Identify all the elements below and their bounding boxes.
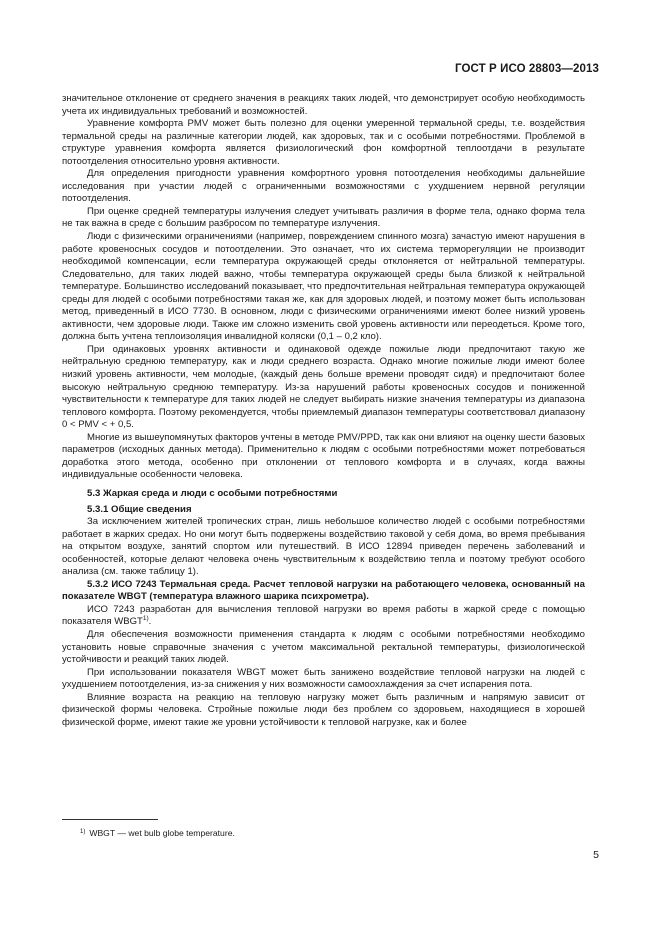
paragraph: Влияние возраста на реакцию на тепловую нагрузку может быть различным и напрямую зависит от физической формы человека. Стройные пожилые люди без проблем со здоровьем, находящиеся в хорошей физической форме, имеют такие же уровни устойчивости к тепловой нагрузке, как и более	[62, 691, 585, 728]
footnote-text: WBGT — wet bulb globe temperature.	[89, 828, 235, 838]
paragraph	[62, 604, 585, 629]
document-header: ГОСТ Р ИСО 28803—2013	[454, 63, 599, 75]
paragraph: Для определения пригодности уравнения комфортного уровня потоотделения необходимы дальнейшие исследования при участии людей с ограниченными возможностями с ухудшением нервной регуляции потоотделения.	[62, 168, 585, 205]
paragraph: Уравнение комфорта PMV может быть полезно для оценки умеренной термальной среды, т.е. воздействия термальной среды на различные категории людей, как здоровых, так и с особыми потребностями. Проблемой в структуре уравнения комфорта является физиологический фон комфортной теплоотдачи в результате потоотделения относительно уровня активности.	[62, 118, 585, 167]
page-number: 5	[593, 849, 599, 861]
paragraph: При использовании показателя WBGT может быть занижено воздействие тепловой нагрузки на людей с ухудшением потоотделения, из-за снижения у них возможности самоохлаждения за счет испарения пота.	[62, 666, 585, 691]
paragraph: значительное отклонение от среднего значения в реакциях таких людей, что демонстрирует особую необходимость учета их индивидуальных требований и возможностей.	[62, 93, 585, 117]
paragraph: При одинаковых уровнях активности и одинаковой одежде пожилые люди предпочитают такую же нейтральную среднюю температуру, как и люди среднего возраста. Однако многие пожилые люди имеют более низкий уровень активности, чем молодые, (каждый день больше времени проводят сидя) и предпочитают более высокую нейтральную среднюю температуру. Из-за нарушений работы кровеносных сосудов и пониженной чувствительности к температуре для таких людей не следует выбирать низкие значения температуры из диапазона теплового комфорта. Поэтому рекомендуется, чтобы приемлемый диапазон температуры соответствовал диапазону 0 < PMV < + 0,5.	[62, 343, 585, 431]
paragraph-end: .	[148, 616, 152, 628]
footnote-separator	[62, 819, 158, 820]
page-body	[62, 93, 585, 729]
paragraph: Многие из вышеупомянутых факторов учтены в методе PMV/PPD, так как они влияют на оценку шести базовых параметров (исходных данных метода). Применительно к людям с особыми потребностями может потребоваться доработка этого метода, особенно при отклонении от теплового комфорта и в случаях, когда важны индивидуальные особенности человека.	[62, 431, 585, 481]
paragraph: Для обеспечения возможности применения стандарта к людям с особыми потребностями необходимо установить новые справочные значения с учетом максимальной ректальной температуры, физиологической устойчивости и реакций таких людей.	[62, 628, 585, 666]
paragraph: При оценке средней температуры излучения следует учитывать различия в форме тела, однако форма тела не так важна в среде с большим разбросом по температуре излучения.	[62, 205, 585, 230]
subsection-heading-5-3-1: 5.3.1 Общие сведения	[87, 503, 192, 515]
paragraph: Люди с физическими ограничениями (например, повреждением спинного мозга) зачастую имеют нарушения в работе кровеносных сосудов и потоотделении. Это означает, что их система терморегуляции не производит необходимой компенсации, если температура окружающей среды отклоняется от нейтральной температуры. Следовательно, для таких людей важно, чтобы температура окружающей среды была близкой к нейтральной температуре. Большинство исследований показывает, что предпочтительная нейтральная температура окружающей среды для людей с особыми потребностями такая же, как для здоровых людей, и поэтому может быть использован метод, приведенный в ИСО 7730. В основном, люди с физическими ограничениями имеют более низкий уровень активности, чем здоровые люди. Также им сложно изменить свой уровень активности или переодеться. Кроме того, должна быть учтена теплоизоляция инвалидной коляски (0,1 – 0,2 кло).	[62, 231, 585, 343]
footnote-marker: 1)	[80, 829, 86, 835]
footnote	[80, 828, 235, 838]
footnote-ref[interactable]: 1)	[142, 615, 149, 623]
paragraph-text: ИСО 7243 разработан для вычисления тепловой нагрузки во время работы в жаркой среде с помощью показателя WBGT	[62, 603, 585, 628]
section-heading-5-3: 5.3 Жаркая среда и люди с особыми потребностями	[87, 487, 338, 499]
paragraph: За исключением жителей тропических стран, лишь небольшое количество людей с особыми потребностями работает в жарких средах. Но они могут быть подвержены воздействию таковой у себя дома, во время пребывания на открытом воздухе, занятий спортом или путешествий. В ИСО 12894 приведен перечень заболеваний и особенностей, которые делают человека очень чувствительным к воздействию тепла и поэтому требуют особого анализа (см. также таблицу 1).	[62, 516, 585, 578]
subsection-heading-5-3-2: 5.3.2 ИСО 7243 Термальная среда. Расчет тепловой нагрузки на работающего человека, основанный на показателе WBGT (температура влажного шарика психрометра).	[62, 578, 585, 603]
